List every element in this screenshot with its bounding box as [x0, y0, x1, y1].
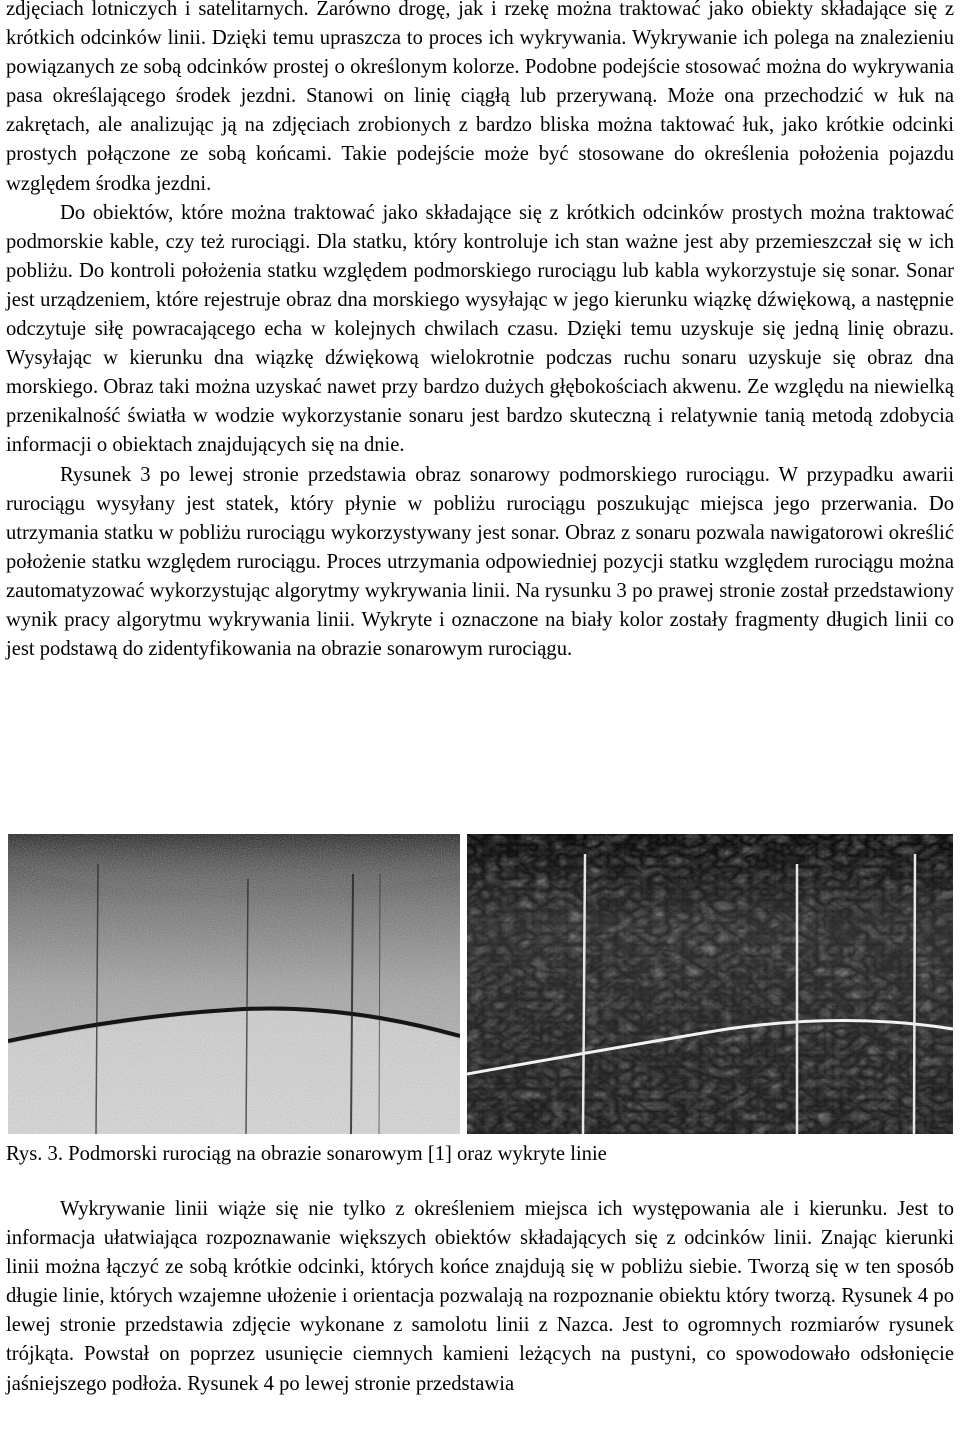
detected-lines-image-right [467, 834, 953, 1134]
document-page [6, 0, 954, 664]
paragraph-roads: zdjęciach lotniczych i satelitarnych. Zarówno drogę, jak i rzekę można traktować jako obiekty składające się z krótkich odcinków linii. Dzięki temu upraszcza to proces ich wykrywania. Wykrywanie ich polega na znalezieniu powiązanych ze sobą odcinków prostej o określonym kolorze. Podobne podejście stosować można do wykrywania pasa określającego środek jezdni. Stanowi on linię ciągłą lub przerywaną. Może ona przechodzić w łuk na zakrętach, ale analizując ją na zdjęciach zrobionych z bardzo bliska można taktować łuk, jako krótkie odcinki prostych połączone ze sobą końcami. Takie podejście może być stosowane do określenia położenia pojazdu względem środka jezdni. [6, 0, 954, 195]
caption-text: Rys. 3. Podmorski rurociąg na obrazie sonarowym [1] oraz wykryte linie [6, 1143, 607, 1165]
figure-3-caption [6, 1140, 954, 1169]
paragraph-line-direction: Wykrywanie linii wiąże się nie tylko z określeniem miejsca ich występowania ale i kierunku. Jest to informacja ułatwiająca rozpoznawanie większych obiektów składających się z odcinków linii. Znając kierunki linii można łączyć ze sobą krótkie odcinki, których końce znajdują się w pobliżu siebie. Tworzą się w ten sposób długie linie, których wzajemne ułożenie i orientacja pozwalają na rozpoznanie obiektu który tworzą. Rysunek 4 po lewej stronie przedstawia zdjęcie wykonane z samolotu linii z Nazca. Jest to ogromnych rozmiarów rysunek trójkąta. Powstał on poprzez usunięcie ciemnych kamieni leżących na pustyni, co spowodowało odsłonięcie jaśniejszego podłoża. Rysunek 4 po lewej stronie przedstawia [6, 1198, 954, 1395]
document-page-continued [6, 1195, 954, 1399]
sonar-image-left [8, 834, 460, 1134]
paragraph-figure-3-description: Rysunek 3 po lewej stronie przedstawia obraz sonarowy podmorskiego rurociągu. W przypadku awarii rurociągu wysyłany jest statek, który płynie w pobliżu rurociągu poszukując miejsca jego przerwania. Do utrzymania statku w pobliżu rurociągu wykorzystywany jest sonar. Obraz z sonaru pozwala nawigatorowi określić położenie statku względem rurociągu. Proces utrzymania odpowiedniej pozycji statku względem rurociągu można zautomatyzować wykorzystując algorytmy wykrywania linii. Na rysunku 3 po prawej stronie został przedstawiony wynik pracy algorytmu wykrywania linii. Wykryte i oznaczone na biały kolor zostały fragmenty długich linii co jest podstawą do zidentyfikowania na obrazie sonarowym rurociągu. [6, 463, 954, 661]
figure-3 [8, 834, 953, 1134]
paragraph-sonar: Do obiektów, które można traktować jako składające się z krótkich odcinków prostych można traktować podmorskie kable, czy też rurociągi. Dla statku, który kontroluje ich stan ważne jest aby przemieszczał się w ich pobliżu. Do kontroli położenia statku względem podmorskiego rurociągu lub kabla wykorzystuje się sonar. Sonar jest urządzeniem, które rejestruje obraz dna morskiego wysyłając w jego kierunku wiązkę dźwiękową, a następnie odczytuje siłę powracającego echa w kolejnych chwilach czasu. Dzięki temu uzyskuje się jedną linię obrazu. Wysyłając w kierunku dna wiązkę dźwiękową wielokrotnie podczas ruchu sonaru uzyskuje się obraz dna morskiego. Obraz taki można uzyskać nawet przy bardzo dużych głębokościach akwenu. Ze względu na niewielką przenikalność światła w wodzie wykorzystanie sonaru jest bardzo skuteczną i relatywnie tanią metodą zdobycia informacji o obiektach znajdujących się na dnie. [6, 201, 954, 457]
